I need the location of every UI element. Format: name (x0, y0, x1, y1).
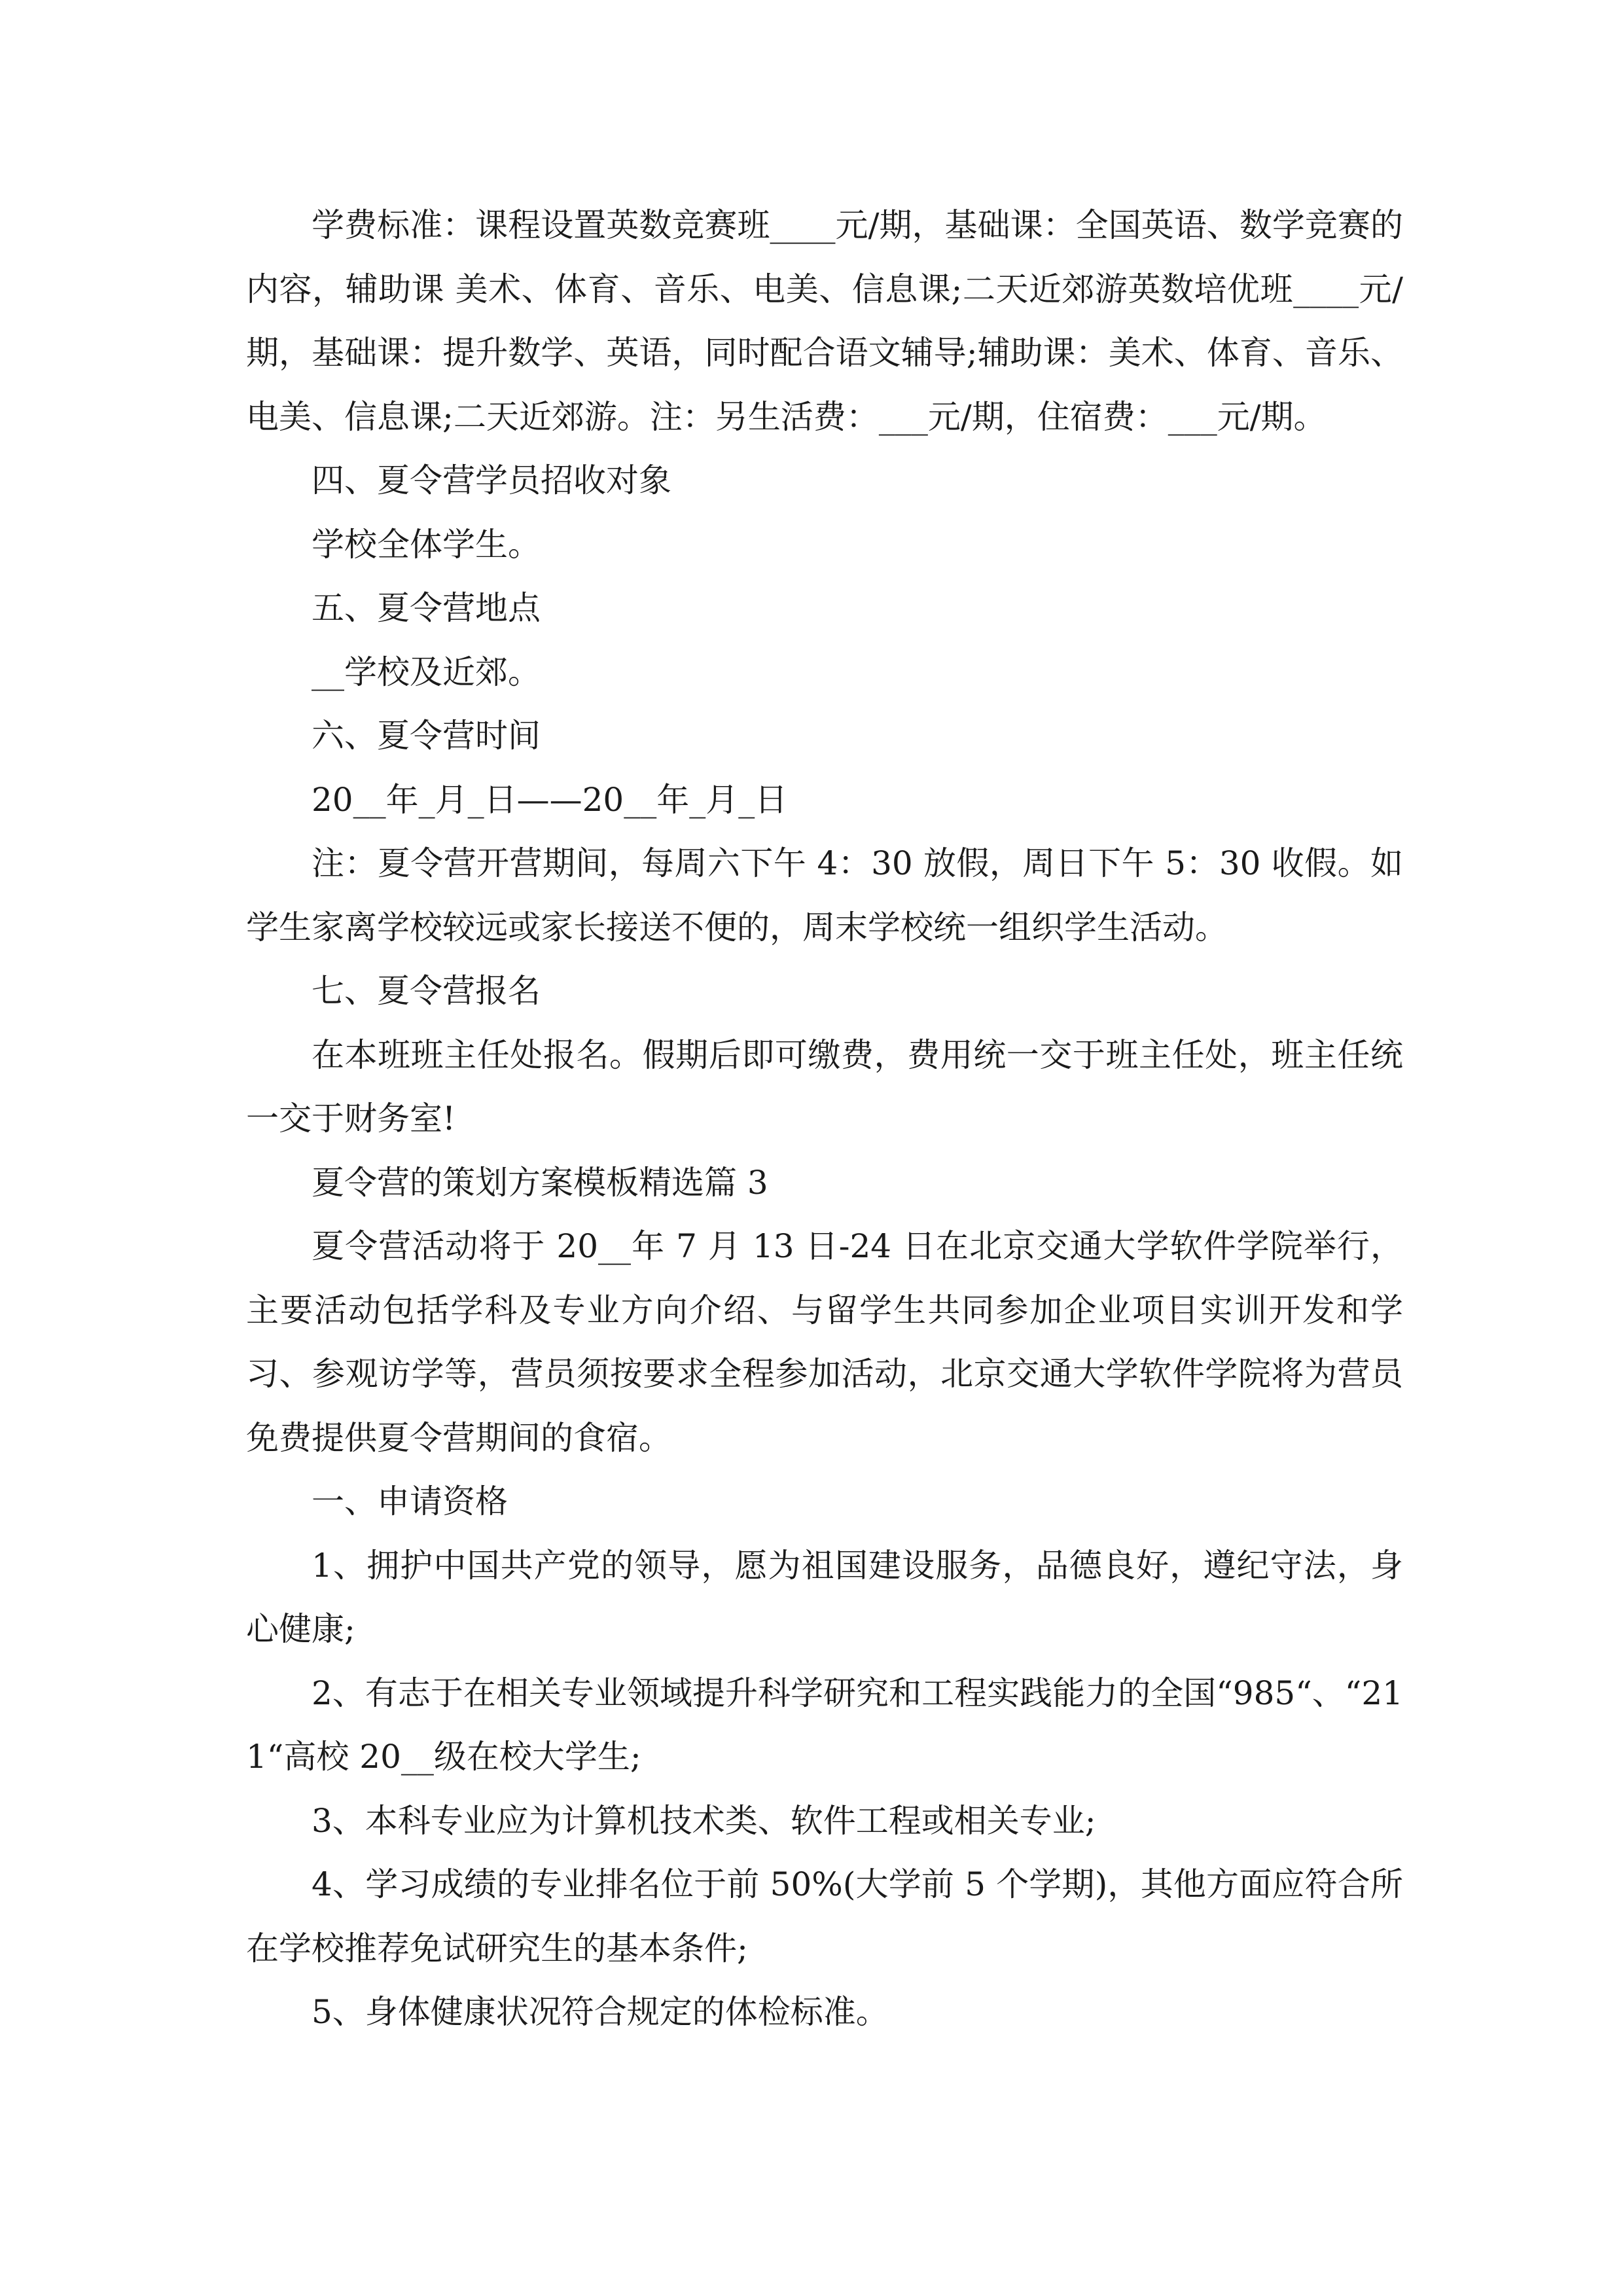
eligibility-item-2: 2、有志于在相关专业领域提升科学研究和工程实践能力的全国“985“、“211“高校 20__级在校大学生; (246, 1674, 1403, 1776)
location-text: __学校及近郊。 (312, 653, 541, 691)
section-heading-location: 五、夏令营地点 (312, 589, 541, 627)
eligibility-item-3: 3、本科专业应为计算机技术类、软件工程或相关专业; (312, 1801, 1096, 1840)
eligibility-item-1: 1、拥护中国共产党的领导，愿为祖国建设服务，品德良好，遵纪守法，身心健康; (246, 1546, 1403, 1648)
tuition-paragraph: 学费标准：课程设置英数竞赛班____元/期，基础课：全国英语、数学竞赛的内容，辅助课 美术、体育、音乐、电美、信息课;二天近郊游英数培优班____元/期，基础课：提升数学、英语，同时配合语文辅导;辅助课：美术、体育、音乐、电美、信息课;二天近郊游。注：另生活费：___元/期，住宿费：___元/期。 (246, 206, 1403, 436)
registration-text: 在本班班主任处报名。假期后即可缴费，费用统一交于班主任处，班主任统一交于财务室! (246, 1035, 1403, 1138)
eligibility-item-4: 4、学习成绩的专业排名位于前 50%(大学前 5 个学期)，其他方面应符合所在学校推荐免试研究生的基本条件; (246, 1865, 1403, 1967)
camp-intro: 夏令营活动将于 20__年 7 月 13 日-24 日在北京交通大学软件学院举行，主要活动包括学科及专业方向介绍、与留学生共同参加企业项目实训开发和学习、参观访学等，营员须按要求全程参加活动，北京交通大学软件学院将为营员免费提供夏令营期间的食宿。 (246, 1227, 1403, 1457)
time-note: 注：夏令营开营期间，每周六下午 4：30 放假，周日下午 5：30 收假。如学生家离学校较远或家长接送不便的，周末学校统一组织学生活动。 (246, 844, 1403, 946)
section-heading-registration: 七、夏令营报名 (312, 972, 541, 1010)
chapter-title: 夏令营的策划方案模板精选篇 3 (312, 1163, 768, 1202)
document-body (246, 194, 1403, 2045)
eligibility-item-5: 5、身体健康状况符合规定的体检标准。 (312, 1993, 889, 2031)
section-heading-enrollment: 四、夏令营学员招收对象 (312, 461, 671, 499)
time-text: 20__年_月_日——20__年_月_日 (312, 780, 788, 819)
enrollment-text: 学校全体学生。 (312, 525, 541, 564)
section-heading-eligibility: 一、申请资格 (312, 1482, 508, 1520)
section-heading-time: 六、夏令营时间 (312, 717, 541, 755)
